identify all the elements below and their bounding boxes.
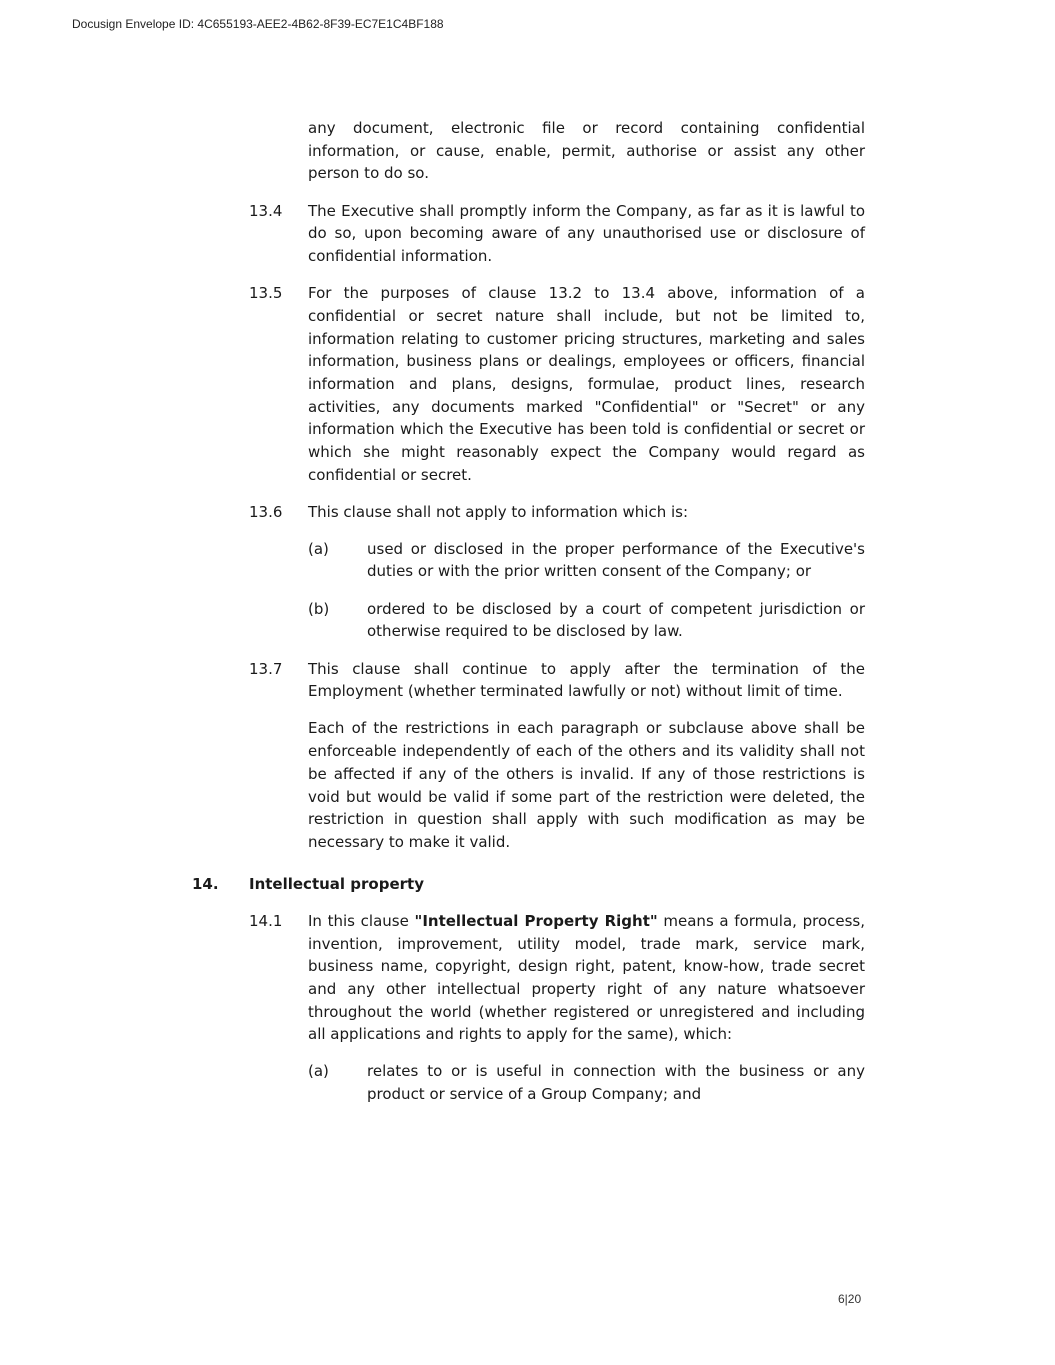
clause-continuation xyxy=(0,117,1055,185)
clause-13-6 xyxy=(0,501,1055,524)
clause-number: 13.6 xyxy=(249,503,283,522)
clause-text: For the purposes of clause 13.2 to 13.4 above, information of a confidential or secret nature shall include, but not be limited to, information relating to customer pricing structures, marketing and sales information, business plans or dealings, employees or officers, financial information and plans, designs, formulae, product lines, research activities, any documents marked "Confidential" or "Secret" or any information which the Executive has been told is confidential or secret or which she might reasonably expect the Company would regard as confidential or secret. xyxy=(308,284,865,484)
clause-number: 14.1 xyxy=(249,911,283,930)
clause-lead: In this clause xyxy=(308,911,415,930)
clause-number: 13.7 xyxy=(249,659,283,678)
clause-13-4 xyxy=(0,200,1055,268)
clause-text: any document, electronic file or record containing confidential information, or cause, enable, permit, authorise or assist any other person to do so. xyxy=(308,119,865,183)
clause-text: The Executive shall promptly inform the Company, as far as it is lawful to do so, upon becoming aware of any unauthorised use or disclosure of confidential information. xyxy=(308,201,865,266)
restrictions-paragraph xyxy=(0,717,1055,853)
clause-body: means a formula, process, invention, improvement, utility model, trade mark, service mark, business name, copyright, design right, patent, know-how, trade secret and any other intellectual property right of any nature whatsoever throughout the world (whether registered or unregistered and including all applications and rights to apply for the same), which: xyxy=(308,911,866,1044)
section-title: Intellectual property xyxy=(249,874,424,893)
sub-letter: (a) xyxy=(308,539,329,558)
clause-13-7 xyxy=(0,658,1055,703)
clause-14-1 xyxy=(0,910,1055,1046)
clause-13-5 xyxy=(0,282,1055,486)
envelope-id: Docusign Envelope ID: 4C655193-AEE2-4B62-8F39-EC7E1C4BF188 xyxy=(72,17,444,31)
clause-13-6-a xyxy=(0,538,1055,583)
sub-text: relates to or is useful in connection with the business or any product or service of a Group Company; and xyxy=(367,1062,865,1103)
sub-letter: (b) xyxy=(308,599,330,618)
clause-text: This clause shall not apply to information which is: xyxy=(308,503,689,522)
sub-letter: (a) xyxy=(308,1062,329,1081)
clause-text: This clause shall continue to apply after the termination of the Employment (whether terminated lawfully or not) without limit of time. xyxy=(308,659,865,701)
page-number: 6|20 xyxy=(838,1292,862,1306)
document-body xyxy=(0,117,1055,1106)
section-number: 14. xyxy=(192,874,219,893)
paragraph-text: Each of the restrictions in each paragraph or subclause above shall be enforceable independently of each of the others and its validity shall not be affected if any of the others is invalid. If any of those restrictions is void but would be valid if some part of the restriction were deleted, the restriction in question shall apply with such modification as may be necessary to make it valid. xyxy=(308,719,865,851)
clause-14-1-a xyxy=(0,1060,1055,1105)
clause-text xyxy=(308,910,865,1046)
clause-number: 13.4 xyxy=(249,201,283,220)
sub-text: ordered to be disclosed by a court of competent jurisdiction or otherwise required to be disclosed by law. xyxy=(367,599,865,641)
clause-number: 13.5 xyxy=(249,284,283,303)
defined-term: "Intellectual Property Right" xyxy=(414,911,658,930)
section-14-heading xyxy=(0,873,1055,896)
sub-text: used or disclosed in the proper performance of the Executive's duties or with the prior written consent of the Company; or xyxy=(367,539,865,581)
clause-13-6-b xyxy=(0,598,1055,643)
